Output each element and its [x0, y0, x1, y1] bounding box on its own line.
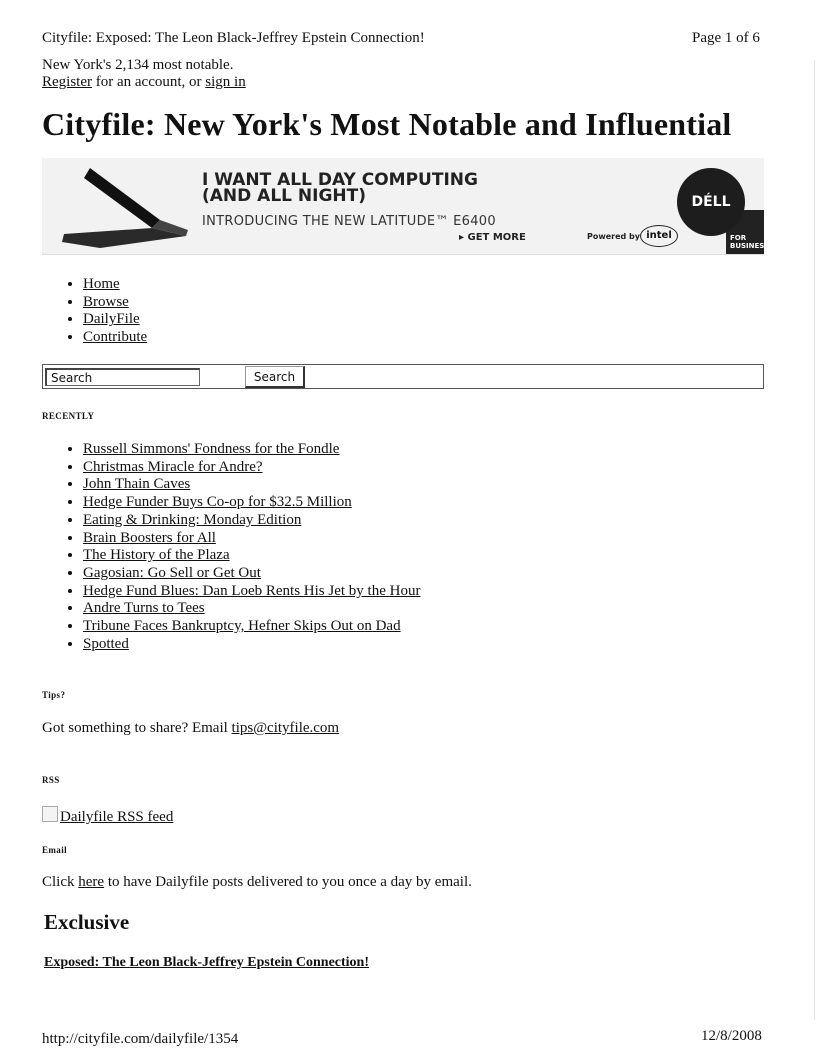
rss-line [42, 806, 173, 826]
recent-post-link[interactable]: Tribune Faces Bankruptcy, Hefner Skips Out on Dad [83, 618, 401, 635]
recent-post-link[interactable]: Russell Simmons' Fondness for the Fondle [83, 441, 340, 457]
recent-post-link[interactable]: Eating & Drinking: Monday Edition [83, 511, 302, 528]
laptop-image [60, 164, 190, 248]
list-item [83, 494, 420, 512]
recent-posts-list [42, 441, 420, 653]
tips-text-prefix: Got something to share? Email [42, 720, 232, 736]
recent-post-link[interactable]: Brain Boosters for All [83, 529, 216, 546]
scan-edge-line [814, 60, 815, 1020]
nav-item-home [83, 276, 147, 294]
recent-post-link[interactable]: Hedge Fund Blues: Dan Loeb Rents His Jet by the Hour [83, 582, 421, 599]
nav-link-contribute[interactable]: Contribute [83, 329, 148, 346]
search-button[interactable]: Search [245, 366, 305, 388]
exclusive-story [44, 955, 369, 971]
page-indicator: Page 1 of 6 [692, 30, 760, 46]
signin-link[interactable]: sign in [205, 74, 246, 90]
search-input[interactable] [45, 368, 200, 386]
ad-get-more-link[interactable]: ▸ GET MORE [459, 232, 526, 243]
recent-post-link[interactable]: The History of the Plaza [83, 547, 230, 564]
rss-feed-link[interactable]: Dailyfile RSS feed [60, 809, 174, 825]
tagline [42, 57, 246, 91]
list-item [83, 565, 420, 583]
list-item [83, 441, 420, 459]
ad-business-tag: FOR BUSINES [726, 210, 764, 254]
list-item [83, 583, 420, 601]
document-title: Cityfile: Exposed: The Leon Black-Jeffrey Epstein Connection! [42, 30, 425, 46]
list-item [83, 459, 420, 477]
exclusive-heading: Exclusive [44, 910, 130, 934]
nav-link-browse[interactable]: Browse [83, 293, 129, 310]
nav-link-home[interactable]: Home [83, 276, 120, 292]
footer-date: 12/8/2008 [701, 1028, 762, 1044]
recent-post-link[interactable]: Hedge Funder Buys Co-op for $32.5 Million [83, 494, 352, 511]
email-text-prefix: Click [42, 874, 79, 890]
list-item [83, 618, 420, 636]
email-signup-link[interactable]: here [78, 874, 105, 890]
recent-post-link[interactable]: Andre Turns to Tees [83, 600, 205, 617]
list-item [83, 600, 420, 618]
recently-label: RECENTLY [42, 411, 95, 421]
email-text-suffix: to have Dailyfile posts delivered to you once a day by email. [104, 874, 472, 890]
ad-headline-line2: (AND ALL NIGHT) [202, 186, 367, 206]
dell-ad-banner[interactable] [42, 158, 764, 255]
nav-item-contribute [83, 329, 147, 347]
recent-post-link[interactable]: Christmas Miracle for Andre? [83, 458, 263, 475]
account-line [42, 74, 246, 91]
email-text [42, 874, 472, 891]
footer-url: http://cityfile.com/dailyfile/1354 [42, 1031, 239, 1047]
rss-label: RSS [42, 775, 60, 785]
list-item [83, 547, 420, 565]
dell-logo: DÉLL [677, 168, 745, 236]
tips-label: Tips? [42, 690, 66, 700]
list-item [83, 636, 420, 654]
email-label: Email [42, 845, 68, 855]
recent-post-link[interactable]: Gagosian: Go Sell or Get Out [83, 564, 261, 581]
tips-email-link[interactable]: tips@cityfile.com [231, 720, 340, 736]
search-bar [42, 364, 764, 389]
recent-post-link[interactable]: Spotted [83, 635, 129, 652]
main-nav [42, 276, 147, 347]
nav-item-browse [83, 294, 147, 312]
ad-subline: INTRODUCING THE NEW LATITUDE™ E6400 [202, 214, 496, 229]
nav-item-dailyfile [83, 311, 147, 329]
list-item [83, 530, 420, 548]
register-link[interactable]: Register [42, 74, 92, 90]
site-title: Cityfile: New York's Most Notable and Influential [42, 106, 732, 142]
recent-post-link[interactable]: John Thain Caves [83, 476, 191, 493]
list-item [83, 512, 420, 530]
account-line-text: for an account, or [92, 74, 206, 90]
ad-powered-by: Powered by [587, 232, 640, 241]
ad-headline-line1: I WANT ALL DAY COMPUTING [202, 170, 478, 190]
nav-link-dailyfile[interactable]: DailyFile [83, 311, 140, 328]
rss-feed-icon [42, 806, 58, 822]
exclusive-story-link[interactable]: Exposed: The Leon Black-Jeffrey Epstein Connection! [44, 955, 369, 970]
intel-logo: intel [640, 225, 678, 247]
ad-headline [202, 172, 478, 204]
list-item [83, 476, 420, 494]
tips-text [42, 720, 339, 737]
tagline-text: New York's 2,134 most notable. [42, 57, 234, 73]
